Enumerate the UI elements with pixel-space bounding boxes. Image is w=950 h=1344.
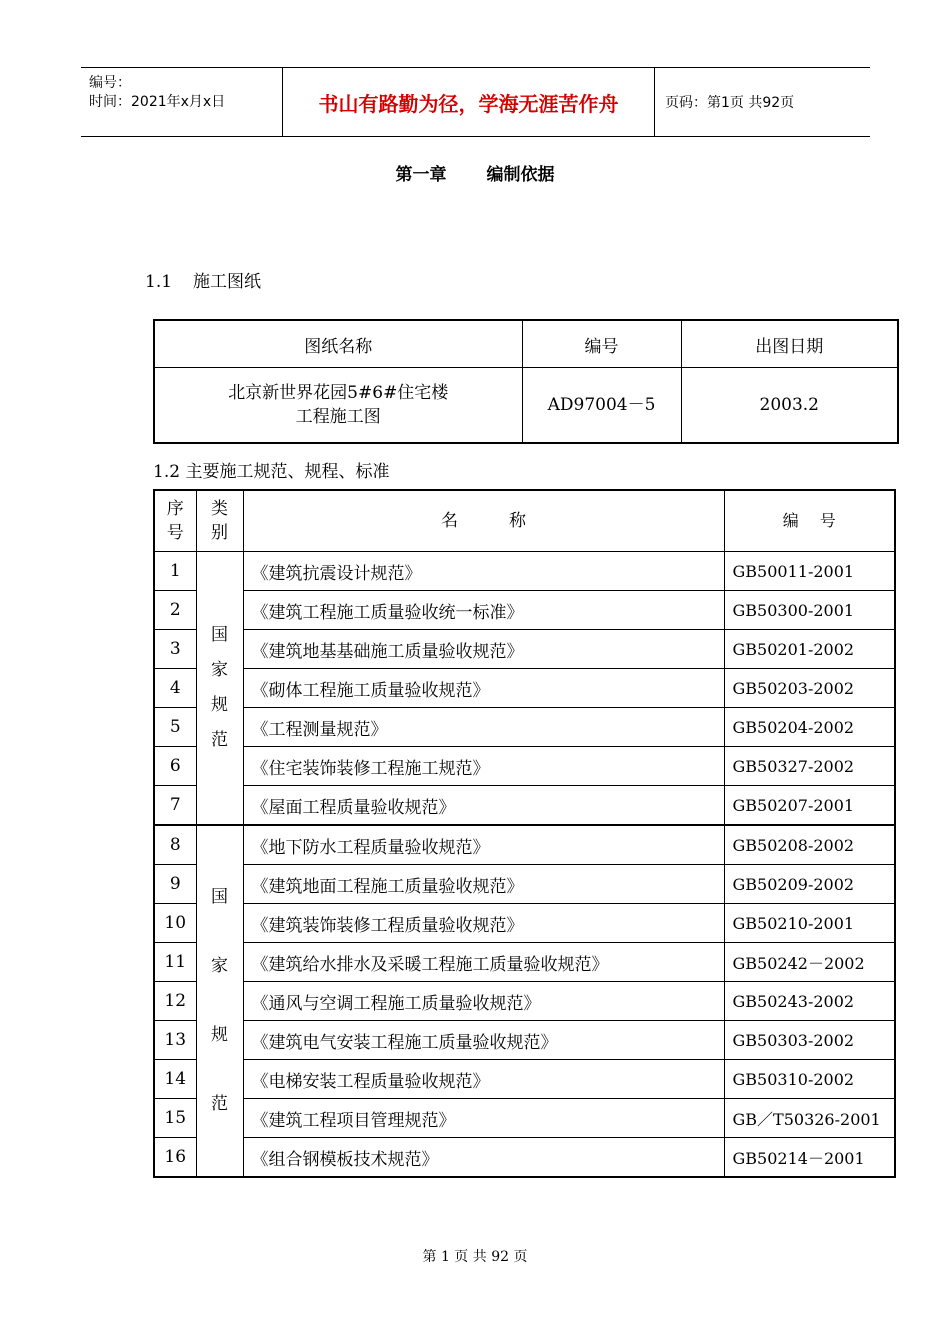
row-name: 《通风与空调工程施工质量验收规范》 [243, 982, 724, 1021]
row-no: 14 [154, 1060, 196, 1099]
doc-number-label: 编号： [89, 75, 131, 91]
category-char: 家 [211, 660, 228, 680]
table-row [154, 368, 898, 444]
table-row [154, 1060, 895, 1099]
row-no: 7 [154, 786, 196, 826]
drawings-table-header [154, 320, 898, 368]
time-label: 时间：2021年x月x日 [89, 94, 226, 110]
table-row [154, 825, 895, 865]
category-national-2 [196, 825, 243, 1177]
row-no: 8 [154, 825, 196, 865]
row-name: 《建筑装饰装修工程质量验收规范》 [243, 904, 724, 943]
row-code: GB50300-2001 [724, 591, 895, 630]
section-1-2-heading: 1.2 主要施工规范、规程、标准 [153, 462, 390, 482]
table-row [154, 865, 895, 904]
header-code: 编 号 [724, 490, 895, 552]
section-1-1-heading [145, 267, 261, 292]
drawing-code-cell: AD97004－5 [522, 368, 681, 444]
header-seq [154, 490, 196, 552]
drawings-table [153, 319, 899, 444]
page-footer: 第 1 页 共 92 页 [422, 1249, 528, 1265]
header-drawing-code: 编号 [522, 320, 681, 368]
category-char: 范 [211, 1094, 228, 1114]
page-header [81, 67, 870, 137]
row-name: 《屋面工程质量验收规范》 [243, 786, 724, 826]
header-drawing-name: 图纸名称 [154, 320, 522, 368]
category-national-1 [196, 552, 243, 826]
row-no: 4 [154, 669, 196, 708]
row-no: 2 [154, 591, 196, 630]
row-name: 《工程测量规范》 [243, 708, 724, 747]
row-name: 《建筑工程施工质量验收统一标准》 [243, 591, 724, 630]
row-no: 1 [154, 552, 196, 591]
row-name: 《组合钢模板技术规范》 [243, 1138, 724, 1178]
row-name: 《建筑给水排水及采暖工程施工质量验收规范》 [243, 943, 724, 982]
row-no: 10 [154, 904, 196, 943]
row-code: GB50210-2001 [724, 904, 895, 943]
row-code: GB50011-2001 [724, 552, 895, 591]
row-no: 9 [154, 865, 196, 904]
section-number: 1.1 [145, 272, 173, 292]
row-no: 15 [154, 1099, 196, 1138]
table-row [154, 943, 895, 982]
row-code: GB50327-2002 [724, 747, 895, 786]
row-name: 《建筑电气安装工程施工质量验收规范》 [243, 1021, 724, 1060]
row-code: GB50207-2001 [724, 786, 895, 826]
chapter-number: 第一章 [395, 165, 447, 185]
row-name: 《建筑工程项目管理规范》 [243, 1099, 724, 1138]
table-row [154, 708, 895, 747]
drawing-name-line2: 工程施工图 [295, 407, 381, 427]
table-row [154, 904, 895, 943]
row-no: 12 [154, 982, 196, 1021]
row-code: GB50209-2002 [724, 865, 895, 904]
table-row [154, 552, 895, 591]
table-row [154, 669, 895, 708]
standards-table [153, 489, 896, 1178]
table-row [154, 630, 895, 669]
table-row [154, 982, 895, 1021]
table-row [154, 1021, 895, 1060]
row-code: GB50204-2002 [724, 708, 895, 747]
drawing-date-cell: 2003.2 [681, 368, 898, 444]
table-row [154, 747, 895, 786]
header-type-line2: 别 [211, 523, 228, 543]
header-meta-cell [81, 68, 283, 136]
category-char: 国 [211, 625, 228, 645]
header-type [196, 490, 243, 552]
row-name: 《地下防水工程质量验收规范》 [243, 825, 724, 865]
row-code: GB50310-2002 [724, 1060, 895, 1099]
header-seq-line1: 序 [166, 499, 184, 519]
section-title: 施工图纸 [193, 272, 261, 292]
row-name: 《砌体工程施工质量验收规范》 [243, 669, 724, 708]
row-code: GB50201-2002 [724, 630, 895, 669]
row-code: GB50208-2002 [724, 825, 895, 865]
category-char: 国 [211, 887, 228, 907]
row-code: GB50214－2001 [724, 1138, 895, 1178]
row-name: 《建筑抗震设计规范》 [243, 552, 724, 591]
category-char: 规 [211, 1025, 228, 1045]
row-no: 13 [154, 1021, 196, 1060]
row-code: GB50203-2002 [724, 669, 895, 708]
row-code: GB50303-2002 [724, 1021, 895, 1060]
category-char: 范 [211, 730, 228, 750]
row-no: 6 [154, 747, 196, 786]
row-code: GB／T50326-2001 [724, 1099, 895, 1138]
table-row [154, 591, 895, 630]
header-drawing-date: 出图日期 [681, 320, 898, 368]
drawing-name-line1: 北京新世界花园5#6#住宅楼 [228, 383, 449, 403]
header-name: 名 称 [243, 490, 724, 552]
table-row [154, 1099, 895, 1138]
row-code: GB50243-2002 [724, 982, 895, 1021]
row-name: 《住宅装饰装修工程施工规范》 [243, 747, 724, 786]
row-name: 《建筑地基基础施工质量验收规范》 [243, 630, 724, 669]
category-char: 规 [211, 695, 228, 715]
row-no: 3 [154, 630, 196, 669]
header-seq-line2: 号 [166, 523, 184, 543]
row-code: GB50242－2002 [724, 943, 895, 982]
row-no: 11 [154, 943, 196, 982]
drawing-name-cell [154, 368, 522, 444]
header-type-line1: 类 [211, 499, 228, 519]
row-no: 5 [154, 708, 196, 747]
standards-table-header [154, 490, 895, 552]
row-name: 《电梯安装工程质量验收规范》 [243, 1060, 724, 1099]
header-motto: 书山有路勤为径，学海无涯苦作舟 [283, 68, 655, 136]
header-page-info: 页码：第1页 共92页 [665, 95, 795, 111]
row-name: 《建筑地面工程施工质量验收规范》 [243, 865, 724, 904]
row-no: 16 [154, 1138, 196, 1178]
chapter-heading [0, 160, 950, 185]
table-row [154, 1138, 895, 1178]
table-row [154, 786, 895, 826]
category-char: 家 [211, 956, 228, 976]
chapter-title: 编制依据 [486, 165, 555, 185]
